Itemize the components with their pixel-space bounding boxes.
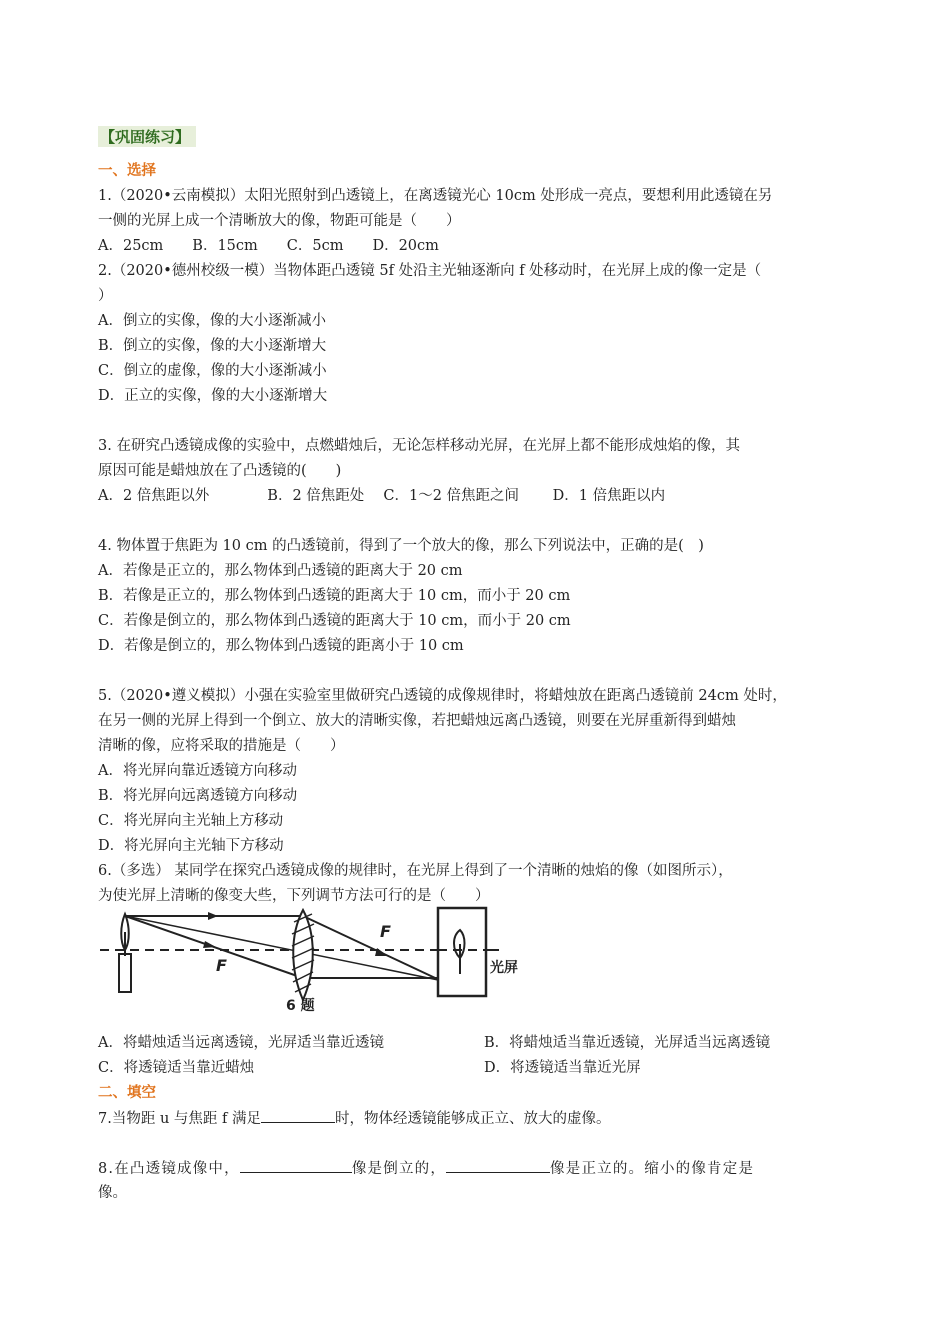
q8-stem-line2: 像。 (98, 1185, 127, 1201)
q2-stem-line2: ） (98, 288, 113, 304)
q6-option-c: C．将透镜适当靠近蜡烛 (98, 1060, 255, 1076)
q7-text-before: 7.当物距 u 与焦距 f 满足 (98, 1111, 261, 1127)
section-choice-heading: 一、选择 (98, 163, 156, 179)
q2-option-d: D．正立的实像，像的大小逐渐增大 (98, 388, 328, 404)
q1-stem-line1: 1.（2020•云南模拟）太阳光照射到凸透镜上，在离透镜光心 10cm 处形成一亮点，要想利用此透镜在另 (98, 188, 773, 204)
q3-options: A．2 倍焦距以外 B．2 倍焦距处 C．1～2 倍焦距之间 D．1 倍焦距以内 (98, 488, 666, 504)
q8-text-middle: 像是倒立的， (351, 1161, 447, 1177)
q8-text-before: 8.在凸透镜成像中， (98, 1161, 240, 1177)
ray-refracted-1 (303, 916, 448, 984)
section-fill-heading: 二、填空 (98, 1085, 156, 1101)
q8-text-after: 像是正立的。缩小的像肯定是 (550, 1161, 755, 1177)
q5-stem-line2: 在另一侧的光屏上得到一个倒立、放大的清晰实像，若把蜡烛远离凸透镜，则要在光屏重新得到蜡烛 (98, 713, 736, 729)
q1-stem-line2: 一侧的光屏上成一个清晰放大的像，物距可能是（ ） (98, 213, 461, 229)
candle-body (119, 954, 131, 992)
exercise-header: 【巩固练习】 (98, 126, 196, 147)
q5-stem-line3: 清晰的像，应将采取的措施是（ ） (98, 738, 345, 754)
q2-option-a: A．倒立的实像，像的大小逐渐减小 (98, 313, 326, 329)
q5-option-b: B．将光屏向远离透镜方向移动 (98, 788, 298, 804)
q3-stem-line1: 3. 在研究凸透镜成像的实验中，点燃蜡烛后，无论怎样移动光屏，在光屏上都不能形成烛焰的像，其 (98, 438, 740, 454)
q8-blank-1[interactable] (240, 1158, 352, 1173)
q8-stem-line1 (98, 1158, 754, 1179)
q4-option-b: B．若像是正立的，那么物体到凸透镜的距离大于 10 cm，而小于 20 cm (98, 588, 571, 604)
q7-text-after: 时，物体经透镜能够成正立、放大的虚像。 (334, 1111, 611, 1127)
lens-diagram (98, 904, 538, 1014)
q8-blank-2[interactable] (446, 1158, 550, 1173)
focus-label-right: F (380, 922, 391, 941)
q6-stem-line2: 为使光屏上清晰的像变大些，下列调节方法可行的是（ ） (98, 888, 490, 904)
q4-stem: 4. 物体置于焦距为 10 cm 的凸透镜前，得到了一个放大的像，那么下列说法中，正确的是( ) (98, 538, 704, 554)
q6-option-d: D．将透镜适当靠近光屏 (484, 1060, 641, 1076)
q4-option-c: C．若像是倒立的，那么物体到凸透镜的距离大于 10 cm，而小于 20 cm (98, 613, 571, 629)
q6-option-a: A．将蜡烛适当远离透镜，光屏适当靠近透镜 (98, 1035, 384, 1051)
q2-option-c: C．倒立的虚像，像的大小逐渐减小 (98, 363, 327, 379)
q1-options: A．25cm B．15cm C．5cm D．20cm (98, 238, 439, 254)
screen-label: 光屏 (490, 960, 518, 976)
convex-lens (293, 910, 313, 1000)
q7-blank[interactable] (261, 1108, 335, 1123)
q2-stem-line1: 2.（2020•德州校级一模）当物体距凸透镜 5f 处沿主光轴逐渐向 f 处移动时，在光屏上成的像一定是（ (98, 263, 762, 279)
focus-label-left: F (216, 956, 227, 975)
q5-option-d: D．将光屏向主光轴下方移动 (98, 838, 284, 854)
q6-option-b: B．将蜡烛适当靠近透镜，光屏适当远离透镜 (484, 1035, 771, 1051)
q4-option-d: D．若像是倒立的，那么物体到凸透镜的距离小于 10 cm (98, 638, 464, 654)
q2-option-b: B．倒立的实像，像的大小逐渐增大 (98, 338, 327, 354)
q5-stem-line1: 5.（2020•遵义模拟）小强在实验室里做研究凸透镜的成像规律时，将蜡烛放在距离凸透镜前 24cm 处时， (98, 688, 787, 704)
q6-stem-line1: 6.（多选） 某同学在探究凸透镜成像的规律时，在光屏上得到了一个清晰的烛焰的像（如图所示）， (98, 863, 733, 879)
figure-caption: 6 题 (286, 998, 315, 1014)
q3-stem-line2: 原因可能是蜡烛放在了凸透镜的( ) (98, 463, 342, 479)
q5-option-a: A．将光屏向靠近透镜方向移动 (98, 763, 297, 779)
q5-option-c: C．将光屏向主光轴上方移动 (98, 813, 284, 829)
q7-stem (98, 1108, 610, 1129)
q4-option-a: A．若像是正立的，那么物体到凸透镜的距离大于 20 cm (98, 563, 463, 579)
